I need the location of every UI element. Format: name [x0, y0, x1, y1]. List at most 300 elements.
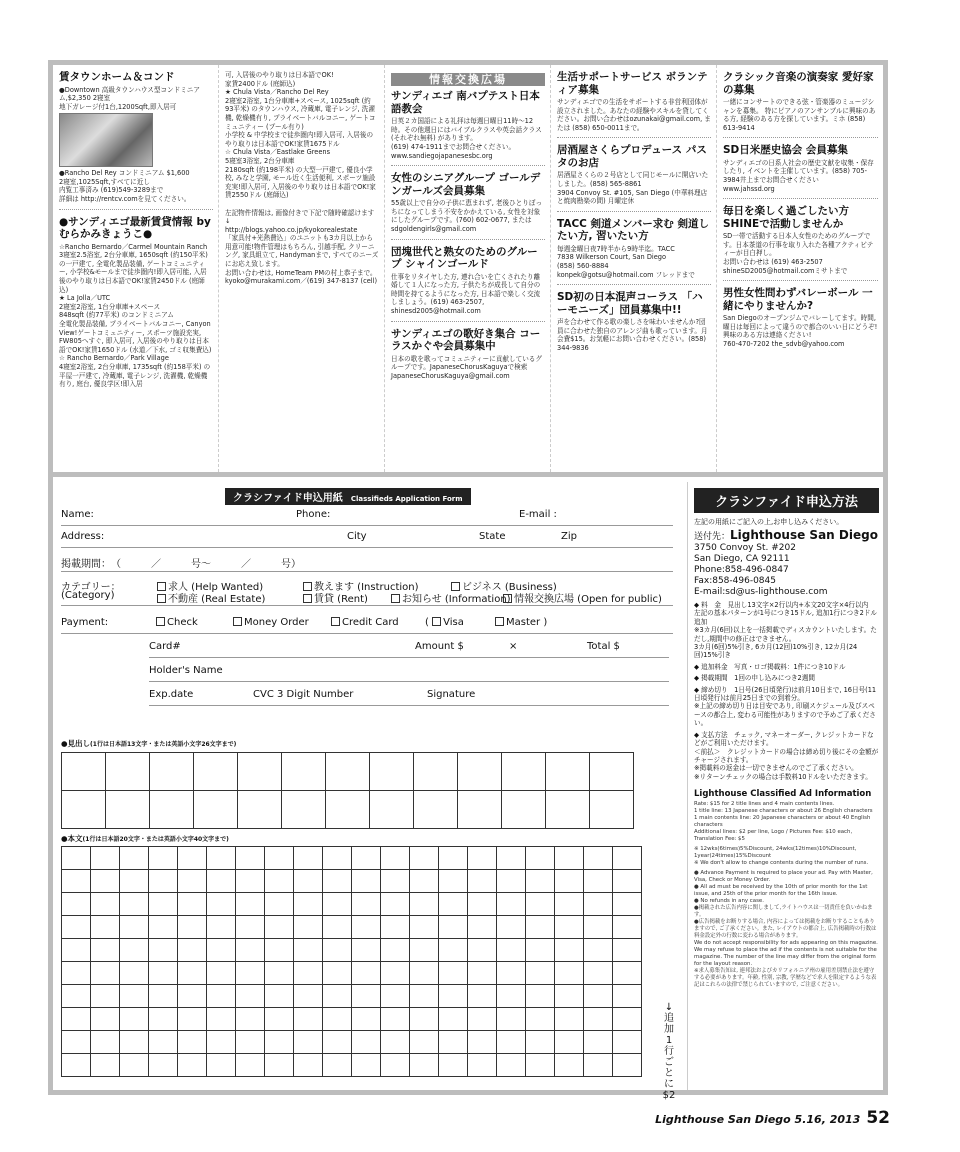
grid-cell[interactable]: [62, 985, 91, 1008]
grid-cell[interactable]: [381, 962, 410, 985]
checkbox-icon[interactable]: [303, 594, 312, 603]
listing-title: 男性女性問わずバレーボール 一緒にやりませんか?: [723, 287, 873, 312]
grid-cell[interactable]: [106, 753, 150, 791]
payment-text: Credit Card: [342, 617, 399, 628]
grid-cell[interactable]: [62, 1031, 91, 1054]
checkbox-icon[interactable]: [233, 617, 242, 626]
listing-body: 可, 入居後のやり取りは日本語でOK! 家賃2400ドル (庭師込) ★ Chula Vista／Rancho Del Rey 2寝室2浴室, 1台分車庫+スペース, 1025sqft (約93平米) のタウンハウス, 冷蔵庫, 電子レンジ, 洗濯機, 乾燥機有り, プライベートバルコニー, ゲートコミュニティー (プール有り) 小学校 & 中学校まで徒歩圏内!即入居可, 入居後のやり取りは日本語でOK!家賃1675ドル ☆ Chula Vista／Eastlake Greens 5寝室3浴室, 2台分車庫 2180sqft (約198平米) の大型一戸建て, 優良小学校, みなと学園, モール近く生活便利, スポーツ施設充実!即入居可, 入居後のやり取りは日本語でOK!家賃2550ドル (庭師込) 左記物件情報は, 画像付きで下記で随時確認けます↓ http://blogs.yahoo.co.jp/kyokorealestate 「家具付+光熱費込」のユニットも3カ月以上から用意可能!物件管理はもちろん, 引越手配, クリーニング, 家具組立て, Handymanまで, すべてのニーズにお応え致します。 お問い合わせは, HomeTeam PMの村上恭子まで。kyoko@murakami.com／(619) 347-8137 (cell): [225, 71, 379, 286]
grid-cell[interactable]: [178, 893, 207, 916]
grid-cell[interactable]: [439, 870, 468, 893]
grid-cell[interactable]: [207, 985, 236, 1008]
grid-cell[interactable]: [265, 985, 294, 1008]
category-open-public[interactable]: [503, 590, 662, 605]
category-real-estate[interactable]: [157, 590, 265, 605]
grid-cell[interactable]: [370, 791, 414, 829]
grid-cell[interactable]: [526, 939, 555, 962]
grid-cell[interactable]: [590, 753, 634, 791]
grid-cell[interactable]: [468, 893, 497, 916]
grid-cell[interactable]: [381, 1008, 410, 1031]
grid-cell[interactable]: [294, 1031, 323, 1054]
grid-cell[interactable]: [62, 870, 91, 893]
grid-cell[interactable]: [62, 916, 91, 939]
listing-title: ●サンディエゴ最新賃貸情報 by むらかみきょうこ●: [59, 215, 211, 241]
grid-cell[interactable]: [120, 916, 149, 939]
grid-cell[interactable]: [555, 916, 584, 939]
grid-cell[interactable]: [526, 1054, 555, 1077]
grid-cell[interactable]: [584, 916, 613, 939]
grid-cell[interactable]: [149, 1054, 178, 1077]
grid-cell[interactable]: [497, 1054, 526, 1077]
grid-cell[interactable]: [236, 893, 265, 916]
checkbox-icon[interactable]: [157, 594, 166, 603]
grid-cell[interactable]: [352, 1054, 381, 1077]
payment-text: Visa: [443, 617, 464, 628]
category-information[interactable]: [391, 590, 511, 605]
grid-cell[interactable]: [106, 791, 150, 829]
body-grid[interactable]: [61, 846, 642, 1077]
grid-cell[interactable]: [149, 870, 178, 893]
category-text: 情報交換広場 (Open for public): [514, 594, 662, 605]
grid-cell[interactable]: [584, 1008, 613, 1031]
checkbox-icon[interactable]: [331, 617, 340, 626]
grid-cell[interactable]: [236, 939, 265, 962]
grid-cell[interactable]: [497, 847, 526, 870]
grid-cell[interactable]: [323, 870, 352, 893]
grid-cell[interactable]: [613, 916, 642, 939]
grid-cell[interactable]: [526, 847, 555, 870]
grid-cell[interactable]: [323, 939, 352, 962]
grid-cell[interactable]: [265, 962, 294, 985]
listing-body: SD一帯で活動する日本人女性のためのグループです。日本茶道の行事を取り入れた各種アクティビティーが目白押し。 お問い合わせは (619) 463-2507 shineSD2005@hotmail.comミサトまで: [723, 232, 874, 275]
grid-cell[interactable]: [410, 1008, 439, 1031]
grid-cell[interactable]: [555, 985, 584, 1008]
grid-cell[interactable]: [62, 791, 106, 829]
grid-cell[interactable]: [326, 753, 370, 791]
grid-cell[interactable]: [370, 753, 414, 791]
grid-cell[interactable]: [584, 1031, 613, 1054]
grid-cell[interactable]: [555, 962, 584, 985]
grid-cell[interactable]: [497, 985, 526, 1008]
grid-cell[interactable]: [468, 870, 497, 893]
grid-cell[interactable]: [502, 753, 546, 791]
grid-cell[interactable]: [265, 939, 294, 962]
grid-cell[interactable]: [236, 916, 265, 939]
grid-cell[interactable]: [62, 962, 91, 985]
listing-body: ☆Rancho Bernardo／Carmel Mountain Ranch 3寝室2.5浴室, 2台分車庫, 1650sqft (約150平米) の一戸建て, 全電化製品装備, ゲートコミュニティー, 小学校&モールまで徒歩圏内!即入居可能, 入居後のやり取りは日本語でOK!家賃2450ドル (庭師込) ★ La Jolla／UTC 2寝室2浴室, 1台分車庫+スペース 848sqft (約77平米) のコンドミニアム 全電化製品装備, プライベートバルコニー, Canyon View!ゲートコミュニティー, スポーツ施設充実, FW805へすぐ, 即入居可, 入居後のやり取りは日本語でOK!家賃1650ドル (水道／下水, ゴミ収集費込) ☆ Rancho Bernardo／Park Village 4寝室2浴室, 2台分車庫, 1735sqft (約158平米) の平屋一戸建て, 冷蔵庫, 電子レンジ, 洗濯機, 乾燥機有り, 庭台, 優良学区!即入居: [59, 242, 212, 389]
grid-cell[interactable]: [120, 962, 149, 985]
grid-cell[interactable]: [323, 1054, 352, 1077]
grid-cell[interactable]: [265, 1031, 294, 1054]
amount-label: Amount $: [415, 641, 464, 652]
grid-cell[interactable]: [613, 939, 642, 962]
grid-cell[interactable]: [410, 870, 439, 893]
grid-cell[interactable]: [381, 985, 410, 1008]
grid-cell[interactable]: [439, 962, 468, 985]
category-rent[interactable]: [303, 590, 368, 605]
grid-cell[interactable]: [91, 985, 120, 1008]
grid-cell[interactable]: [178, 1008, 207, 1031]
grid-cell[interactable]: [468, 916, 497, 939]
grid-cell[interactable]: [91, 1008, 120, 1031]
grid-cell[interactable]: [439, 916, 468, 939]
grid-cell[interactable]: [584, 939, 613, 962]
holder-row[interactable]: [149, 660, 669, 682]
grid-cell[interactable]: [381, 870, 410, 893]
grid-cell[interactable]: [410, 916, 439, 939]
grid-cell[interactable]: [613, 1031, 642, 1054]
grid-cell[interactable]: [207, 962, 236, 985]
grid-cell[interactable]: [178, 1031, 207, 1054]
grid-cell[interactable]: [546, 753, 590, 791]
grid-cell[interactable]: [62, 847, 91, 870]
grid-cell[interactable]: [502, 791, 546, 829]
grid-cell[interactable]: [149, 939, 178, 962]
grid-cell[interactable]: [526, 985, 555, 1008]
grid-cell[interactable]: [439, 1031, 468, 1054]
grid-cell[interactable]: [178, 870, 207, 893]
grid-cell[interactable]: [236, 962, 265, 985]
grid-cell[interactable]: [613, 847, 642, 870]
grid-cell[interactable]: [62, 893, 91, 916]
grid-cell[interactable]: [555, 1054, 584, 1077]
times-label: ×: [509, 641, 518, 652]
grid-cell[interactable]: [352, 985, 381, 1008]
grid-cell[interactable]: [584, 1054, 613, 1077]
grid-cell[interactable]: [439, 847, 468, 870]
name-label: Name:: [61, 509, 94, 520]
listing-body: 日英２カ国語による礼拝は毎週日曜日11時～12時。その他週日にはバイブルクラスや英会話クラス (それぞれ無料) があります。 (619) 474-1911までお問合せください。 www.sandiegojapanesesbc.org: [391, 117, 542, 160]
grid-cell[interactable]: [194, 791, 238, 829]
address-line-1: 3750 Convoy St. #202: [694, 543, 796, 553]
name-row[interactable]: [61, 504, 673, 526]
grid-cell[interactable]: [439, 893, 468, 916]
grid-cell[interactable]: [62, 939, 91, 962]
grid-cell[interactable]: [458, 791, 502, 829]
listing-ad: [557, 71, 711, 138]
grid-cell[interactable]: [584, 847, 613, 870]
grid-cell[interactable]: [178, 1054, 207, 1077]
grid-cell[interactable]: [323, 1008, 352, 1031]
listing-column-4: [551, 65, 717, 472]
checkbox-icon[interactable]: [156, 617, 165, 626]
payment-label: Payment:: [61, 617, 109, 628]
grid-cell[interactable]: [526, 870, 555, 893]
grid-cell[interactable]: [91, 939, 120, 962]
grid-cell[interactable]: [120, 1054, 149, 1077]
grid-cell[interactable]: [458, 753, 502, 791]
grid-cell[interactable]: [613, 962, 642, 985]
grid-cell[interactable]: [207, 1054, 236, 1077]
grid-cell[interactable]: [194, 753, 238, 791]
grid-cell[interactable]: [149, 847, 178, 870]
grid-cell[interactable]: [410, 893, 439, 916]
grid-cell[interactable]: [555, 1008, 584, 1031]
grid-cell[interactable]: [238, 753, 282, 791]
grid-cell[interactable]: [613, 985, 642, 1008]
grid-cell[interactable]: [236, 870, 265, 893]
grid-cell[interactable]: [613, 1008, 642, 1031]
checkbox-icon[interactable]: [495, 617, 504, 626]
grid-cell[interactable]: [613, 893, 642, 916]
grid-cell[interactable]: [236, 985, 265, 1008]
address-line-2: San Diego, CA 92111: [694, 554, 790, 564]
grid-cell[interactable]: [352, 1008, 381, 1031]
grid-cell[interactable]: [584, 985, 613, 1008]
grid-cell[interactable]: [410, 847, 439, 870]
grid-cell[interactable]: [526, 1008, 555, 1031]
grid-cell[interactable]: [236, 1031, 265, 1054]
grid-cell[interactable]: [91, 1031, 120, 1054]
grid-cell[interactable]: [120, 870, 149, 893]
payment-credit-card[interactable]: [331, 617, 399, 628]
grid-cell[interactable]: [381, 916, 410, 939]
grid-cell[interactable]: [207, 893, 236, 916]
grid-cell[interactable]: [326, 791, 370, 829]
listing-column-2: [219, 65, 385, 472]
grid-cell[interactable]: [294, 847, 323, 870]
page-number: 52: [866, 1108, 890, 1128]
category-label-en: (Category): [61, 590, 115, 601]
grid-cell[interactable]: [526, 1031, 555, 1054]
grid-cell[interactable]: [381, 1031, 410, 1054]
category-label: カテゴリー：: [61, 582, 121, 593]
checkbox-icon[interactable]: [432, 617, 441, 626]
grid-cell[interactable]: [439, 939, 468, 962]
grid-cell[interactable]: [178, 847, 207, 870]
grid-cell[interactable]: [236, 847, 265, 870]
grid-cell[interactable]: [613, 1054, 642, 1077]
grid-cell[interactable]: [91, 962, 120, 985]
category-text: 求人 (Help Wanted): [168, 582, 264, 593]
grid-cell[interactable]: [120, 847, 149, 870]
grid-cell[interactable]: [265, 847, 294, 870]
classified-listings: [53, 65, 883, 477]
contact-fax: Fax:858-496-0845: [694, 576, 776, 586]
grid-cell[interactable]: [120, 893, 149, 916]
grid-cell[interactable]: [546, 791, 590, 829]
listing-ad: [723, 144, 878, 199]
grid-cell[interactable]: [120, 985, 149, 1008]
grid-cell[interactable]: [294, 893, 323, 916]
page-footer: [655, 1108, 890, 1128]
grid-cell[interactable]: [381, 1054, 410, 1077]
grid-cell[interactable]: [149, 916, 178, 939]
payment-visa[interactable]: ( Visa: [425, 617, 464, 628]
grid-cell[interactable]: [91, 893, 120, 916]
grid-cell[interactable]: [555, 870, 584, 893]
headline-grid[interactable]: [61, 752, 634, 829]
grid-cell[interactable]: [414, 753, 458, 791]
listing-title: 女性のシニアグループ ゴールデンガールズ会員募集: [391, 172, 541, 197]
grid-cell[interactable]: [497, 916, 526, 939]
grid-cell[interactable]: [178, 985, 207, 1008]
listing-body: 毎週金曜日夜7時半から9時半迄。TACC 7838 Wilkerson Court, San Diego (858) 560-8884 konpek@gotsu@hotmail.com フレッドまで: [557, 244, 695, 279]
grid-cell[interactable]: [352, 870, 381, 893]
grid-cell[interactable]: [323, 962, 352, 985]
card-label: Card#: [149, 641, 181, 652]
grid-cell[interactable]: [555, 893, 584, 916]
grid-cell[interactable]: [410, 939, 439, 962]
contact-phone: Phone:858-496-0847: [694, 565, 789, 575]
grid-cell[interactable]: [526, 916, 555, 939]
grid-cell[interactable]: [294, 985, 323, 1008]
grid-cell[interactable]: [120, 939, 149, 962]
card-row[interactable]: [149, 636, 669, 658]
send-address: [694, 530, 879, 598]
grid-cell[interactable]: [381, 893, 410, 916]
grid-cell[interactable]: [294, 939, 323, 962]
payment-master[interactable]: Master ): [495, 617, 547, 628]
listing-body: 一緒にコンサートのできる弦・管楽器のミュージシャンを募集。 特にピアノのアンサンブルに興味のある方, 経験のある方を探しています。ミホ (858) 613-9414: [723, 98, 876, 132]
grid-cell[interactable]: [294, 1008, 323, 1031]
grid-cell[interactable]: [497, 893, 526, 916]
listing-ad: [723, 71, 878, 138]
company-name: Lighthouse San Diego: [730, 528, 878, 542]
grid-cell[interactable]: [323, 847, 352, 870]
grid-cell[interactable]: [410, 1031, 439, 1054]
grid-cell[interactable]: [439, 1008, 468, 1031]
grid-cell[interactable]: [91, 870, 120, 893]
grid-cell[interactable]: [91, 1054, 120, 1077]
listing-ad: [557, 291, 711, 357]
grid-cell[interactable]: [265, 1054, 294, 1077]
grid-cell[interactable]: [584, 870, 613, 893]
grid-cell[interactable]: [323, 916, 352, 939]
grid-cell[interactable]: [497, 1008, 526, 1031]
grid-cell[interactable]: [178, 939, 207, 962]
grid-cell[interactable]: [149, 1008, 178, 1031]
grid-cell[interactable]: [323, 985, 352, 1008]
grid-cell[interactable]: [149, 1031, 178, 1054]
grid-cell[interactable]: [150, 791, 194, 829]
grid-cell[interactable]: [497, 870, 526, 893]
grid-cell[interactable]: [62, 1054, 91, 1077]
grid-cell[interactable]: [294, 1054, 323, 1077]
grid-cell[interactable]: [410, 985, 439, 1008]
how-to-title: クラシファイド申込方法: [694, 488, 879, 513]
grid-cell[interactable]: [120, 1031, 149, 1054]
grid-cell[interactable]: [236, 1054, 265, 1077]
grid-cell[interactable]: [265, 916, 294, 939]
grid-cell[interactable]: [584, 893, 613, 916]
grid-cell[interactable]: [238, 791, 282, 829]
grid-cell[interactable]: [410, 962, 439, 985]
grid-cell[interactable]: [439, 1054, 468, 1077]
grid-cell[interactable]: [352, 939, 381, 962]
grid-cell[interactable]: [468, 962, 497, 985]
grid-cell[interactable]: [352, 847, 381, 870]
grid-cell[interactable]: [149, 985, 178, 1008]
grid-cell[interactable]: [149, 893, 178, 916]
grid-cell[interactable]: [207, 1008, 236, 1031]
grid-cell[interactable]: [414, 791, 458, 829]
english-info-title: Lighthouse Classified Ad Information: [694, 789, 872, 800]
grid-cell[interactable]: [294, 962, 323, 985]
grid-cell[interactable]: [381, 939, 410, 962]
grid-cell[interactable]: [265, 893, 294, 916]
listing-title: SD日米歴史協会 会員募集: [723, 144, 848, 157]
address-row[interactable]: [61, 526, 673, 548]
grid-cell[interactable]: [613, 870, 642, 893]
grid-cell[interactable]: [265, 870, 294, 893]
grid-cell[interactable]: [150, 753, 194, 791]
grid-cell[interactable]: [555, 1031, 584, 1054]
grid-cell[interactable]: [207, 870, 236, 893]
grid-cell[interactable]: [323, 893, 352, 916]
grid-cell[interactable]: [149, 962, 178, 985]
grid-cell[interactable]: [207, 916, 236, 939]
grid-cell[interactable]: [468, 939, 497, 962]
listing-column-3: [385, 65, 551, 472]
grid-cell[interactable]: [91, 916, 120, 939]
grid-cell[interactable]: [468, 985, 497, 1008]
grid-cell[interactable]: [352, 962, 381, 985]
payment-money-order[interactable]: [233, 617, 309, 628]
grid-cell[interactable]: [555, 939, 584, 962]
grid-cell[interactable]: [555, 847, 584, 870]
grid-cell[interactable]: [526, 893, 555, 916]
grid-cell[interactable]: [178, 916, 207, 939]
grid-cell[interactable]: [120, 1008, 149, 1031]
grid-cell[interactable]: [207, 939, 236, 962]
grid-cell[interactable]: [294, 916, 323, 939]
grid-cell[interactable]: [282, 753, 326, 791]
grid-cell[interactable]: [497, 939, 526, 962]
grid-cell[interactable]: [62, 1008, 91, 1031]
grid-cell[interactable]: [526, 962, 555, 985]
grid-cell[interactable]: [497, 962, 526, 985]
body-note: (1行は日本語20文字・または英語小文字40文字まで): [82, 836, 229, 843]
grid-cell[interactable]: [91, 847, 120, 870]
payment-check[interactable]: [156, 617, 198, 628]
grid-cell[interactable]: [468, 1008, 497, 1031]
grid-cell[interactable]: [207, 1031, 236, 1054]
grid-cell[interactable]: [323, 1031, 352, 1054]
grid-cell[interactable]: [468, 847, 497, 870]
payment-text: Money Order: [244, 617, 309, 628]
grid-cell[interactable]: [381, 847, 410, 870]
grid-cell[interactable]: [178, 962, 207, 985]
grid-cell[interactable]: [590, 791, 634, 829]
listing-title: クラシック音楽の演奏家 愛好家の募集: [723, 71, 874, 96]
grid-cell[interactable]: [352, 893, 381, 916]
grid-cell[interactable]: [410, 1054, 439, 1077]
period-row[interactable]: [61, 550, 673, 572]
grid-cell[interactable]: [265, 1008, 294, 1031]
grid-cell[interactable]: [294, 870, 323, 893]
payment-text: Master: [506, 617, 541, 628]
holder-label: Holder's Name: [149, 665, 223, 676]
grid-cell[interactable]: [236, 1008, 265, 1031]
grid-cell[interactable]: [584, 962, 613, 985]
grid-cell[interactable]: [468, 1054, 497, 1077]
grid-cell[interactable]: [352, 916, 381, 939]
body-label: [61, 833, 229, 844]
contact-email[interactable]: E-mail:sd@us-lighthouse.com: [694, 587, 828, 597]
listing-column-1: [53, 65, 219, 472]
grid-cell[interactable]: [497, 1031, 526, 1054]
grid-cell[interactable]: [439, 985, 468, 1008]
grid-cell[interactable]: [468, 1031, 497, 1054]
grid-cell[interactable]: [62, 753, 106, 791]
exp-row[interactable]: [149, 684, 669, 706]
grid-cell[interactable]: [282, 791, 326, 829]
grid-cell[interactable]: [207, 847, 236, 870]
checkbox-icon[interactable]: [391, 594, 400, 603]
listing-body: サンディエゴでの生活をサポートする非営利団体が設立されました。あなたの経験やスキルを貸してください。お問い合わせはozunakai@gmail.com, または (858) 650-0011まで。: [557, 98, 711, 132]
grid-cell[interactable]: [352, 1031, 381, 1054]
checkbox-icon[interactable]: [503, 594, 512, 603]
